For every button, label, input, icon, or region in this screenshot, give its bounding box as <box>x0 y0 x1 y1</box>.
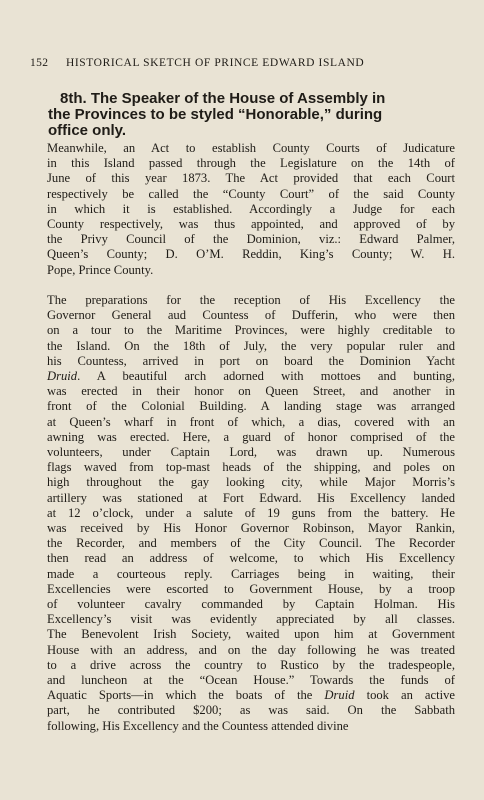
text-line: Meanwhile, an Act to establish County Courts of Judicature <box>47 141 455 155</box>
text-line: his Countess, arrived in port on board the Dominion Yacht <box>47 353 455 368</box>
section-heading <box>48 90 454 139</box>
text-line: Governor General aud Countess of Dufferin, who were then <box>47 308 455 323</box>
text-line: on a tour to the Maritime Provinces, were highly creditable to <box>47 323 455 338</box>
text-line: Pope, Prince County. <box>47 262 154 277</box>
text-line: was received by His Honor Governor Robinson, Mayor Rankin, <box>47 521 455 536</box>
page-number: 152 <box>30 57 49 69</box>
text-line: volunteers, under Captain Lord, was drawn up. Numerous <box>47 445 455 460</box>
text-line: at 12 o’clock, under a salute of 19 guns from the battery. He <box>47 505 455 520</box>
text-line: to a drive across the country to Rustico by the tradespeople, <box>47 657 455 672</box>
text-line: Aquatic Sports—in which the boats of the Druid took an active <box>47 688 456 703</box>
running-head-title: HISTORICAL SKETCH OF PRINCE EDWARD ISLAND <box>65 57 365 69</box>
text-line: County respectively, was thus appointed, and approved of by <box>47 217 455 232</box>
text-line: at Queen’s wharf in front of which, a dias, covered with an <box>47 414 455 429</box>
text-line: made a courteous reply. Carriages being in waiting, their <box>47 566 455 581</box>
text-line: Excellency’s visit was evidently appreciated by all classes. <box>47 612 455 627</box>
text-line: the Privy Council of the Dominion, viz.: Edward Palmer, <box>47 232 455 247</box>
text-line: flags waved from top-mast heads of the shipping, and poles on <box>47 460 455 475</box>
text-line: high throughout the gay looking city, while Major Morris’s <box>47 475 455 490</box>
section-heading-line: 8th. The Speaker of the House of Assembly in <box>60 90 386 107</box>
text-line: in which it is established. Accordingly a Judge for each <box>47 201 455 216</box>
text-line: then read an address of welcome, to which His Excellency <box>47 551 455 566</box>
section-heading-line: the Provinces to be styled “Honorable,” during <box>48 106 383 123</box>
text-line: the Recorder, and members of the City Council. The Recorder <box>47 536 455 551</box>
text-line: House with an address, and on the day following he was treated <box>47 642 455 657</box>
text-line: was erected in their honor on Queen Street, and another in <box>47 384 455 399</box>
text-line: June of this year 1873. The Act provided that each Court <box>47 171 455 186</box>
text-line: the Island. On the 18th of July, the very popular ruler and <box>47 338 455 353</box>
running-head <box>30 57 450 69</box>
paragraph-county-courts <box>47 141 455 278</box>
text-line: The preparations for the reception of His Excellency the <box>47 293 455 307</box>
text-line: The Benevolent Irish Society, waited upon him at Government <box>47 627 455 642</box>
text-line: Excellencies were escorted to Government House, by a troop <box>47 581 455 596</box>
text-line: in this Island passed through the Legislature on the 14th of <box>47 156 455 171</box>
text-line: Queen’s County; D. O’M. Reddin, King’s County; W. H. <box>47 247 455 262</box>
section-heading-line: office only. <box>48 122 127 139</box>
text-line: and luncheon at the “Ocean House.” Towards the funds of <box>47 673 455 688</box>
text-line: front of the Colonial Building. A landing stage was arranged <box>47 399 455 414</box>
paragraph-dufferin-reception <box>47 293 455 734</box>
text-line: part, he contributed $200; as was said. On the Sabbath <box>47 703 455 718</box>
text-line: awning was erected. Here, a guard of honor comprised of the <box>47 429 455 444</box>
text-line: Druid. A beautiful arch adorned with mottoes and bunting, <box>47 369 455 384</box>
text-line: of volunteer cavalry commanded by Captain Holman. His <box>47 597 455 612</box>
text-line: following, His Excellency and the Countess attended divine <box>47 718 349 733</box>
text-line: artillery was stationed at Fort Edward. His Excellency landed <box>47 490 455 505</box>
text-line: respectively be called the “County Court” of the said County <box>47 186 455 201</box>
